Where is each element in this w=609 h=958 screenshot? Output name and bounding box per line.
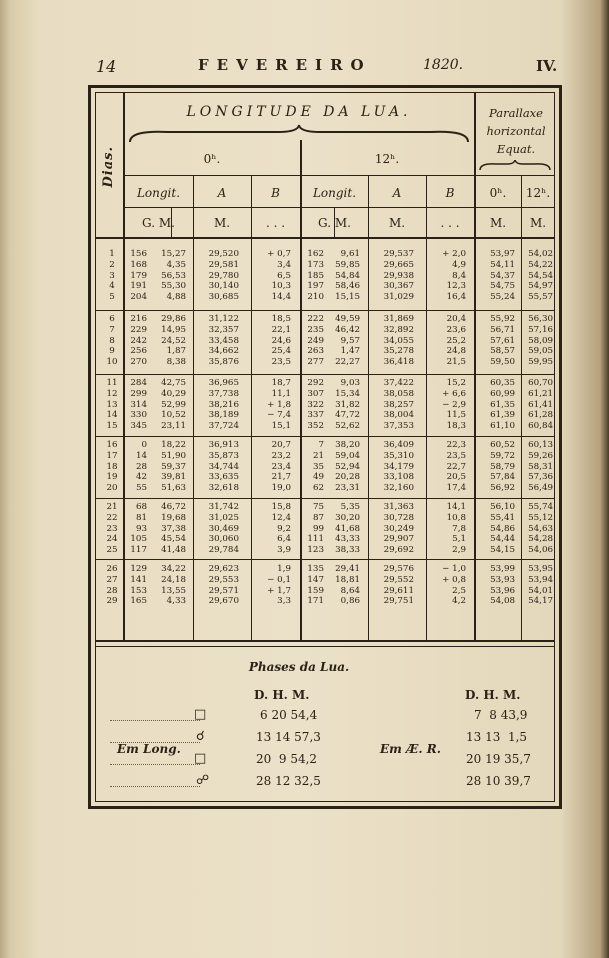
a-12h: 31,869 32,892 34,055 35,278 36,418 — [383, 314, 414, 368]
unit-dots: . . . — [440, 216, 460, 230]
opposition-icon: ☍ — [196, 773, 210, 788]
par-0h: 53,99 53,93 53,96 54,08 — [490, 564, 515, 607]
par-12h: 53,95 53,94 54,01 54,17 — [528, 564, 553, 607]
day-numbers: 1 2 3 4 5 — [109, 249, 115, 303]
b-12h: + 2,0 4,9 8,4 12,3 16,4 — [442, 249, 466, 303]
day-numbers: 16 17 18 19 20 — [106, 440, 118, 494]
phase-ar: 20 19 35,7 — [466, 752, 531, 766]
deg-0h: 0 14 28 42 55 — [135, 440, 147, 494]
par-0h: 53,97 54,11 54,37 54,75 55,24 — [490, 249, 515, 303]
min-12h: 9,03 15,34 31,82 47,72 52,62 — [335, 378, 360, 432]
deg-0h: 216 229 242 256 270 — [130, 314, 147, 368]
deg-0h: 129 141 153 165 — [130, 564, 147, 607]
par-0h: 56,10 55,41 54,86 54,44 54,15 — [490, 502, 515, 556]
a-12h: 31,363 30,728 30,249 29,907 29,692 — [383, 502, 414, 556]
parallax-header: Parallaxe horizontal Equat. — [486, 106, 546, 156]
min-0h: 15,27 4,35 56,53 55,30 4,88 — [161, 249, 186, 303]
unit-m: M. — [489, 216, 507, 230]
par-0h: 55,92 56,71 57,61 58,57 59,50 — [490, 314, 515, 368]
rule-h — [95, 436, 555, 437]
em-long-label: Em Long. — [117, 742, 181, 756]
b-0h: 18,7 11,1 + 1,8 − 7,4 15,1 — [267, 378, 291, 432]
deg-12h: 222 235 249 263 277 — [307, 314, 324, 368]
dias-label: Dias. — [101, 146, 116, 188]
a-12h: 36,409 35,310 34,179 33,108 32,160 — [383, 440, 414, 494]
phase-long: 20 9 54,2 — [256, 752, 318, 766]
min-12h: 49,59 46,42 9,57 1,47 22,27 — [335, 314, 360, 368]
deg-12h: 292 307 322 337 352 — [307, 378, 324, 432]
a-0h: 36,913 35,873 34,744 33,635 32,618 — [208, 440, 239, 494]
a-0h: 36,965 37,738 38,216 38,189 37,724 — [208, 378, 239, 432]
day-numbers: 26 27 28 29 — [106, 564, 118, 607]
min-0h: 18,22 51,90 59,37 39,81 51,63 — [161, 440, 186, 494]
col-b: B — [445, 186, 455, 200]
rule-h — [95, 237, 555, 239]
phase-long: 28 12 32,5 — [256, 774, 321, 788]
b-12h: 14,1 10,8 7,8 5,1 2,9 — [446, 502, 466, 556]
col-a: A — [392, 186, 402, 200]
deg-12h: 7 21 35 49 62 — [312, 440, 324, 494]
b-12h: 20,4 23,6 25,2 24,8 21,5 — [446, 314, 466, 368]
unit-gm: G. M. — [318, 216, 351, 230]
a-0h: 31,122 32,357 33,458 34,662 35,876 — [208, 314, 239, 368]
min-12h: 9,61 59,85 54,84 58,46 15,15 — [335, 249, 360, 303]
phase-ar: 28 10 39,7 — [466, 774, 531, 788]
col-longit: Longit. — [136, 186, 181, 200]
col-a: A — [217, 186, 227, 200]
par-12h: 60,70 61,21 61,41 61,28 60,84 — [528, 378, 553, 432]
h0-label: 0ʰ. — [203, 152, 221, 166]
a-0h: 29,520 29,581 29,780 30,140 30,685 — [208, 249, 239, 303]
phase-long: 13 14 57,3 — [256, 730, 321, 744]
day-numbers: 21 22 23 24 25 — [106, 502, 118, 556]
deg-12h: 135 147 159 171 — [307, 564, 324, 607]
phase-long: 6 20 54,4 — [260, 708, 318, 722]
year: 1820. — [423, 57, 464, 73]
longitude-title: LONGITUDE DA LUA. — [186, 104, 412, 120]
day-numbers: 6 7 8 9 10 — [106, 314, 118, 368]
par-0h: 60,35 60,99 61,35 61,39 61,10 — [490, 378, 515, 432]
month-title: FEVEREIRO — [198, 56, 372, 74]
quarter-icon: □ — [194, 751, 207, 766]
h12-label: 12ʰ. — [374, 152, 400, 166]
unit-m: M. — [529, 216, 547, 230]
unit-gm: G. M. — [142, 216, 175, 230]
unit-m: M. — [388, 216, 406, 230]
unit-m: M. — [213, 216, 231, 230]
dhm-header-ar: D. H. M. — [465, 688, 521, 702]
min-12h: 5,35 30,20 41,68 43,33 38,33 — [335, 502, 360, 556]
a-12h: 29,537 29,665 29,938 30,367 31,029 — [383, 249, 414, 303]
min-0h: 42,75 40,29 52,99 10,52 23,11 — [161, 378, 186, 432]
deg-0h: 284 299 314 330 345 — [130, 378, 147, 432]
col-longit: Longit. — [312, 186, 357, 200]
par-12h: 55,74 55,12 54,63 54,28 54,06 — [528, 502, 553, 556]
rule-h — [123, 175, 555, 176]
b-0h: 18,5 22,1 24,6 25,4 23,5 — [271, 314, 291, 368]
deg-12h: 162 173 185 197 210 — [307, 249, 324, 303]
b-0h: 1,9 − 0,1 + 1,7 3,3 — [267, 564, 291, 607]
rule-h — [95, 498, 555, 499]
day-numbers: 11 12 13 14 15 — [106, 378, 118, 432]
a-0h: 29,623 29,553 29,571 29,670 — [208, 564, 239, 607]
min-0h: 46,72 19,68 37,38 45,54 41,48 — [161, 502, 186, 556]
phase-ar: 13 13 1,5 — [466, 730, 528, 744]
a-0h: 31,742 31,025 30,469 30,060 29,784 — [208, 502, 239, 556]
rule-h — [95, 310, 555, 311]
min-0h: 34,22 24,18 13,55 4,33 — [161, 564, 186, 607]
par-12h: 60,13 59,26 58,31 57,36 56,49 — [528, 440, 553, 494]
page-number: 14 — [96, 57, 117, 76]
deg-0h: 156 168 179 191 204 — [130, 249, 147, 303]
b-12h: 15,2 + 6,6 − 2,9 11,5 18,3 — [442, 378, 466, 432]
rule-h — [95, 559, 555, 560]
rule-h — [123, 207, 555, 208]
conjunction-icon: ☌ — [196, 729, 205, 744]
rule-h — [95, 640, 555, 642]
b-12h: 22,3 23,5 22,7 20,5 17,4 — [446, 440, 466, 494]
em-ar-label: Em Æ. R. — [380, 742, 441, 756]
rule-h — [95, 374, 555, 375]
rule-h — [95, 646, 555, 647]
unit-dots: . . . — [265, 216, 286, 230]
brace — [128, 124, 470, 146]
min-12h: 38,20 59,04 52,94 20,28 23,31 — [335, 440, 360, 494]
phase-ar: 7 8 43,9 — [474, 708, 528, 722]
phases-title: Phases da Lua. — [248, 660, 350, 674]
a-12h: 29,576 29,552 29,611 29,751 — [383, 564, 414, 607]
quarter-icon: □ — [194, 707, 207, 722]
deg-12h: 75 87 99 111 123 — [307, 502, 324, 556]
col-p12: 12ʰ. — [525, 186, 551, 200]
b-0h: 15,8 12,4 9,2 6,4 3,9 — [271, 502, 291, 556]
col-p0: 0ʰ. — [489, 186, 507, 200]
col-b: B — [271, 186, 280, 200]
b-0h: 20,7 23,2 23,4 21,7 19,0 — [271, 440, 291, 494]
brace-small — [478, 160, 552, 172]
min-0h: 29,86 14,95 24,52 1,87 8,38 — [161, 314, 186, 368]
dhm-header-long: D. H. M. — [254, 688, 310, 702]
par-12h: 54,02 54,22 54,54 54,97 55,57 — [528, 249, 553, 303]
deg-0h: 68 81 93 105 117 — [130, 502, 147, 556]
min-12h: 29,41 18,81 8,64 0,86 — [335, 564, 360, 607]
b-0h: + 0,7 3,4 6,5 10,3 14,4 — [267, 249, 291, 303]
par-12h: 56,30 57,16 58,09 59,05 59,95 — [528, 314, 553, 368]
a-12h: 37,422 38,058 38,257 38,004 37,353 — [383, 378, 414, 432]
par-0h: 60,52 59,72 58,79 57,84 56,92 — [490, 440, 515, 494]
b-12h: − 1,0 + 0,8 2,5 4,2 — [442, 564, 466, 607]
section-number: IV. — [536, 57, 558, 75]
